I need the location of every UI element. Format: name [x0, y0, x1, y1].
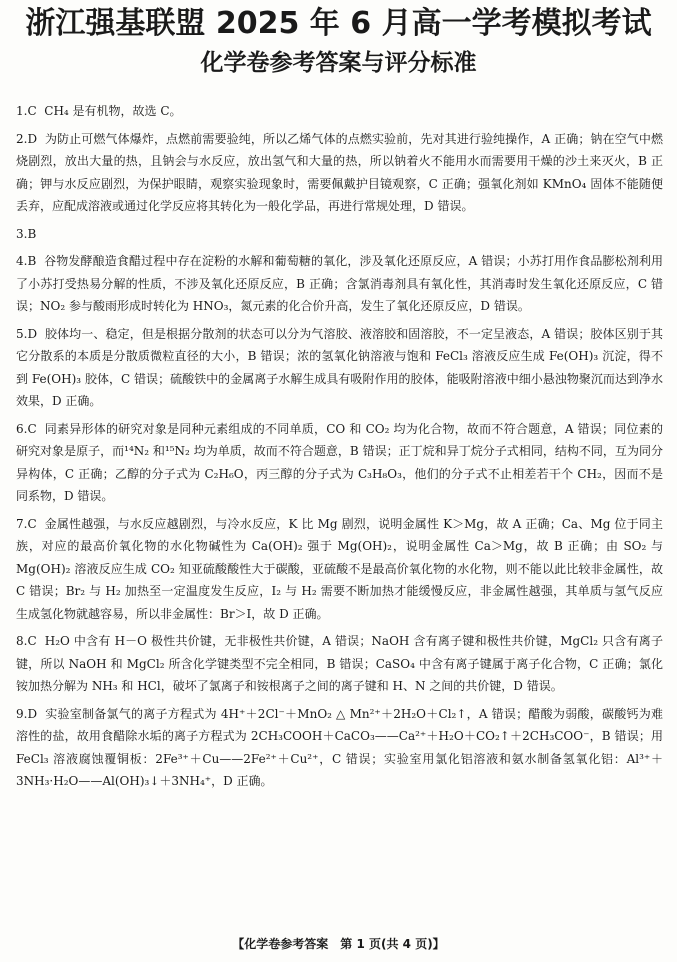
answer-list — [16, 100, 663, 798]
page-footer: 【化学卷参考答案 第 1 页(共 4 页)】 — [232, 937, 445, 951]
answer-number: 2.D — [16, 131, 38, 146]
answer-item-8 — [16, 630, 663, 698]
answer-item-9 — [16, 703, 663, 793]
answer-number: 4.B — [16, 254, 37, 268]
page-subtitle: 化学卷参考答案与评分标准 — [200, 50, 477, 76]
answer-number: 7.C — [16, 516, 37, 531]
answer-number: 9.D — [16, 706, 38, 721]
answer-item-7 — [16, 513, 663, 626]
answer-number: 1.C — [16, 104, 37, 118]
answer-item-5 — [16, 323, 663, 413]
page-title: 浙江强基联盟 2025 年 6 月高一学考模拟考试 — [25, 6, 652, 41]
answer-explanation: 金属性越强，与水反应越剧烈，与冷水反应，K 比 Mg 剧烈，说明金属性 K＞Mg，故 A 正确；Ca、Mg 位于同主族，对应的最高价氧化物的水化物碱性为 Ca(OH)₂ 强于 Mg(OH)₂，说明金属性 Ca＞Mg，故 B 正确；由 SO₂ 与 Mg(OH)₂ 溶液反应生成 CO₂ 知亚硫酸酸性大于碳酸，亚硫酸不是最高价氧化物的水化物，则不能以此比较非金属性，故 C 错误；Br₂ 与 H₂ 加热至一定温度发生反应，I₂ 与 H₂ 需要不断加热才能缓慢反应，非金属性越强，其单质与氢气反应生成氢化物就越容易，所以非金属性：Br＞I，故 D 正确。 — [16, 516, 663, 621]
answer-explanation: 为防止可燃气体爆炸，点燃前需要验纯，所以乙烯气体的点燃实验前，先对其进行验纯操作，A 正确；钠在空气中燃烧剧烈，放出大量的热，且钠会与水反应，放出氢气和大量的热，所以钠着火不能用水而需要用干燥的沙土来灭火，B 正确；钾与水反应剧烈，为保护眼睛，观察实验现象时，需要佩戴护目镜观察，C 正确；强氧化剂如 KMnO₄ 固体不能随便丢弃，应配成溶液或通过化学反应将其转化为一般化学品，再进行常规处理，D 错误。 — [16, 131, 663, 213]
answer-explanation: H₂O 中含有 H－O 极性共价键，无非极性共价键，A 错误；NaOH 含有离子键和极性共价键，MgCl₂ 只含有离子键，所以 NaOH 和 MgCl₂ 所含化学键类型不完全相同，B 错误；CaSO₄ 中含有离子键属于离子化合物，C 正确；氯化铵加热分解为 NH₃ 和 HCl，破坏了氯离子和铵根离子之间的离子键和 H、N 之间的共价键，D 错误。 — [16, 634, 663, 693]
answer-explanation: 胶体均一、稳定，但是根据分散剂的状态可以分为气溶胶、液溶胶和固溶胶，不一定呈液态，A 错误；胶体区别于其它分散系的本质是分散质微粒直径的大小，B 错误；浓的氢氧化钠溶液与饱和 FeCl₃ 溶液反应生成 Fe(OH)₃ 沉淀，得不到 Fe(OH)₃ 胶体，C 错误；硫酸铁中的金属离子水解生成具有吸附作用的胶体，能吸附溶液中细小悬浊物聚沉而达到净水效果，D 正确。 — [16, 326, 663, 408]
answer-explanation: 谷物发酵酿造食醋过程中存在淀粉的水解和葡萄糖的氧化，涉及氧化还原反应，A 错误；小苏打用作食品膨松剂利用了小苏打受热易分解的性质，不涉及氧化还原反应，B 正确；含氯消毒剂具有氧化性，其消毒时发生氧化还原反应，C 错误；NO₂ 参与酸雨形成时转化为 HNO₃，氮元素的化合价升高，发生了氧化还原反应，D 错误。 — [16, 254, 663, 313]
answer-item-1 — [16, 100, 663, 123]
answer-explanation: 同素异形体的研究对象是同种元素组成的不同单质，CO 和 CO₂ 均为化合物，故而不符合题意，A 错误；同位素的研究对象是原子，而¹⁴N₂ 和¹⁵N₂ 均为单质，故而不符合题意，B 错误；正丁烷和异丁烷分子式相同，结构不同，互为同分异构体，C 正确；乙醇的分子式为 C₂H₆O，丙三醇的分子式为 C₃H₈O₃，他们的分子式不止相差若干个 CH₂，因而不是同系物，D 错误。 — [16, 421, 663, 503]
answer-number: 8.C — [16, 634, 37, 648]
answer-item-6 — [16, 418, 663, 508]
answer-explanation: 实验室制备氯气的离子方程式为 4H⁺＋2Cl⁻＋MnO₂ △ Mn²⁺＋2H₂O＋Cl₂↑，A 错误；醋酸为弱酸，碳酸钙为难溶性的盐，故用食醋除水垢的离子方程式为 2CH₃COOH＋CaCO₃——Ca²⁺＋H₂O＋CO₂↑＋2CH₃COO⁻，B 错误；用 FeCl₃ 溶液腐蚀覆铜板：2Fe³⁺＋Cu——2Fe²⁺＋Cu²⁺，C 错误；实验室用氯化铝溶液和氨水制备氢氧化铝：Al³⁺＋3NH₃·H₂O——Al(OH)₃↓＋3NH₄⁺，D 正确。 — [16, 706, 663, 788]
answer-number: 6.C — [16, 421, 37, 436]
answer-number: 5.D — [16, 326, 38, 341]
answer-item-2 — [16, 128, 663, 218]
answer-item-4 — [16, 250, 663, 318]
answer-explanation: CH₄ 是有机物，故选 C。 — [44, 104, 182, 118]
answer-item-3 — [16, 223, 663, 246]
answer-number: 3.B — [16, 226, 37, 241]
